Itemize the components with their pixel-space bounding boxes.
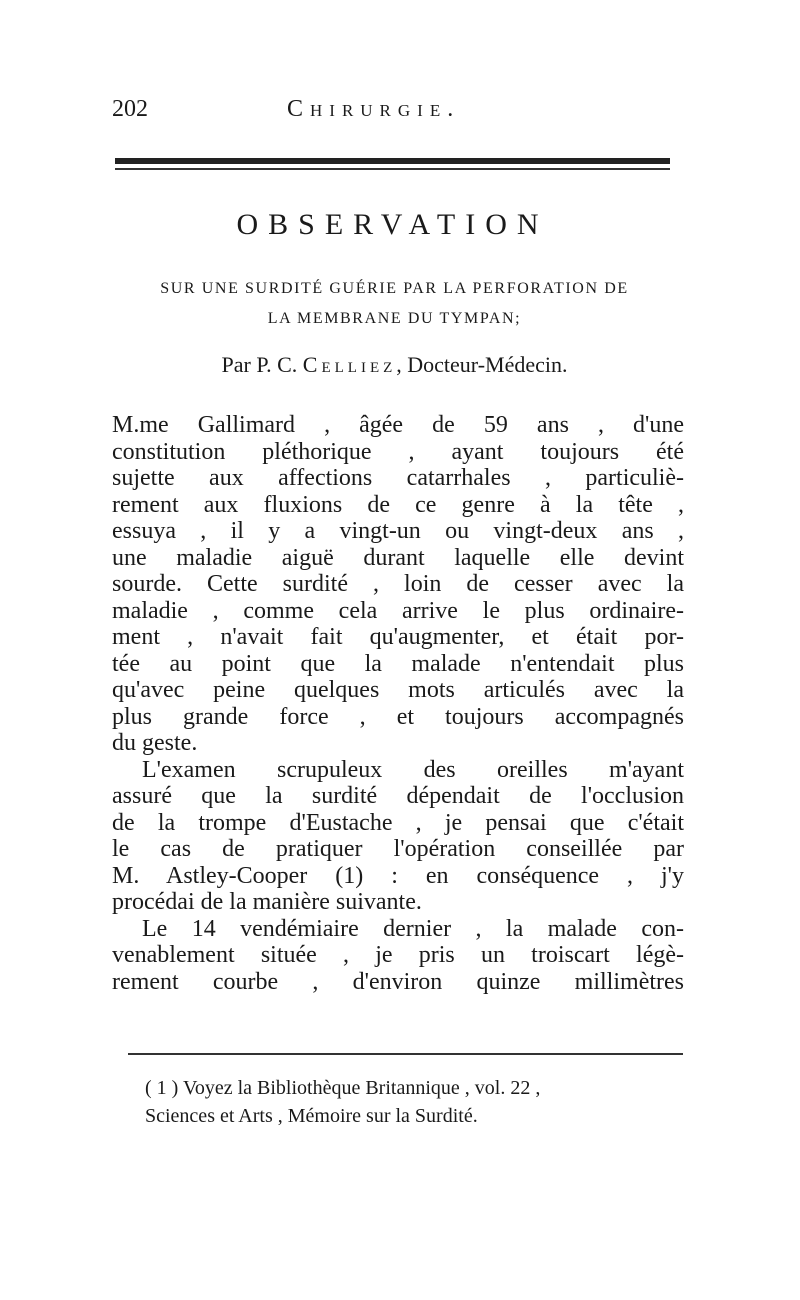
body-line: L'examen scrupuleux des oreilles m'ayant xyxy=(142,756,684,783)
body-line: maladie , comme cela arrive le plus ordinaire- xyxy=(112,597,684,624)
subtitle-line: LA MEMBRANE DU TYMPAN; xyxy=(267,310,522,327)
subtitle-line: SUR UNE SURDITÉ GUÉRIE PAR LA PERFORATION DE xyxy=(160,280,629,297)
body-line: ment , n'avait fait qu'augmenter, et était por- xyxy=(112,624,684,650)
article-title: OBSERVATION xyxy=(236,208,549,241)
page-number: 202 xyxy=(112,96,148,122)
footnote-rule xyxy=(128,1053,683,1055)
body-line: du geste. xyxy=(112,730,198,756)
footnote-line: Sciences et Arts , Mémoire sur la Surdité. xyxy=(145,1105,478,1127)
body-line: rement courbe , d'environ quinze millimètres xyxy=(112,968,684,995)
body-line: sourde. Cette surdité , loin de cesser avec la xyxy=(112,571,684,597)
header-rule-thick xyxy=(115,158,670,164)
body-text xyxy=(112,412,684,995)
body-line: sujette aux affections catarrhales , particuliè- xyxy=(112,465,684,491)
body-line: procédai de la manière suivante. xyxy=(112,889,422,915)
body-line: M.me Gallimard , âgée de 59 ans , d'une xyxy=(112,412,684,438)
body-line: Le 14 vendémiaire dernier , la malade con- xyxy=(142,915,684,942)
body-line: de la trompe d'Eustache , je pensai que c'était xyxy=(112,809,684,836)
author-prefix: Par P. C. xyxy=(221,352,298,377)
body-line: assuré que la surdité dépendait de l'occlusion xyxy=(112,783,684,809)
author-name: Celliez xyxy=(302,352,397,377)
body-line: rement aux fluxions de ce genre à la tête , xyxy=(112,491,684,518)
body-line: tée au point que la malade n'entendait plus xyxy=(112,650,684,677)
footnote-line: ( 1 ) Voyez la Bibliothèque Britannique , vol. 22 , xyxy=(145,1077,541,1099)
body-line: M. Astley-Cooper (1) : en conséquence , j'y xyxy=(112,862,684,889)
running-head: Chirurgie. xyxy=(287,96,461,122)
body-line: qu'avec peine quelques mots articulés avec la xyxy=(112,677,684,703)
footnote xyxy=(145,1074,690,1130)
body-line: constitution pléthorique , ayant toujours été xyxy=(112,438,684,465)
header-rule-thin xyxy=(115,168,670,170)
article-subtitle xyxy=(112,274,677,334)
body-line: une maladie aiguë durant laquelle elle devint xyxy=(112,544,684,571)
body-line: plus grande force , et toujours accompagnés xyxy=(112,703,684,730)
author-suffix: , Docteur-Médecin. xyxy=(396,352,568,377)
body-line: essuya , il y a vingt-un ou vingt-deux ans , xyxy=(112,518,684,544)
body-line: venablement située , je pris un troiscart légè- xyxy=(112,942,684,968)
body-line: le cas de pratiquer l'opération conseillée par xyxy=(112,836,684,862)
page-header xyxy=(112,96,672,130)
author-line xyxy=(112,352,677,378)
